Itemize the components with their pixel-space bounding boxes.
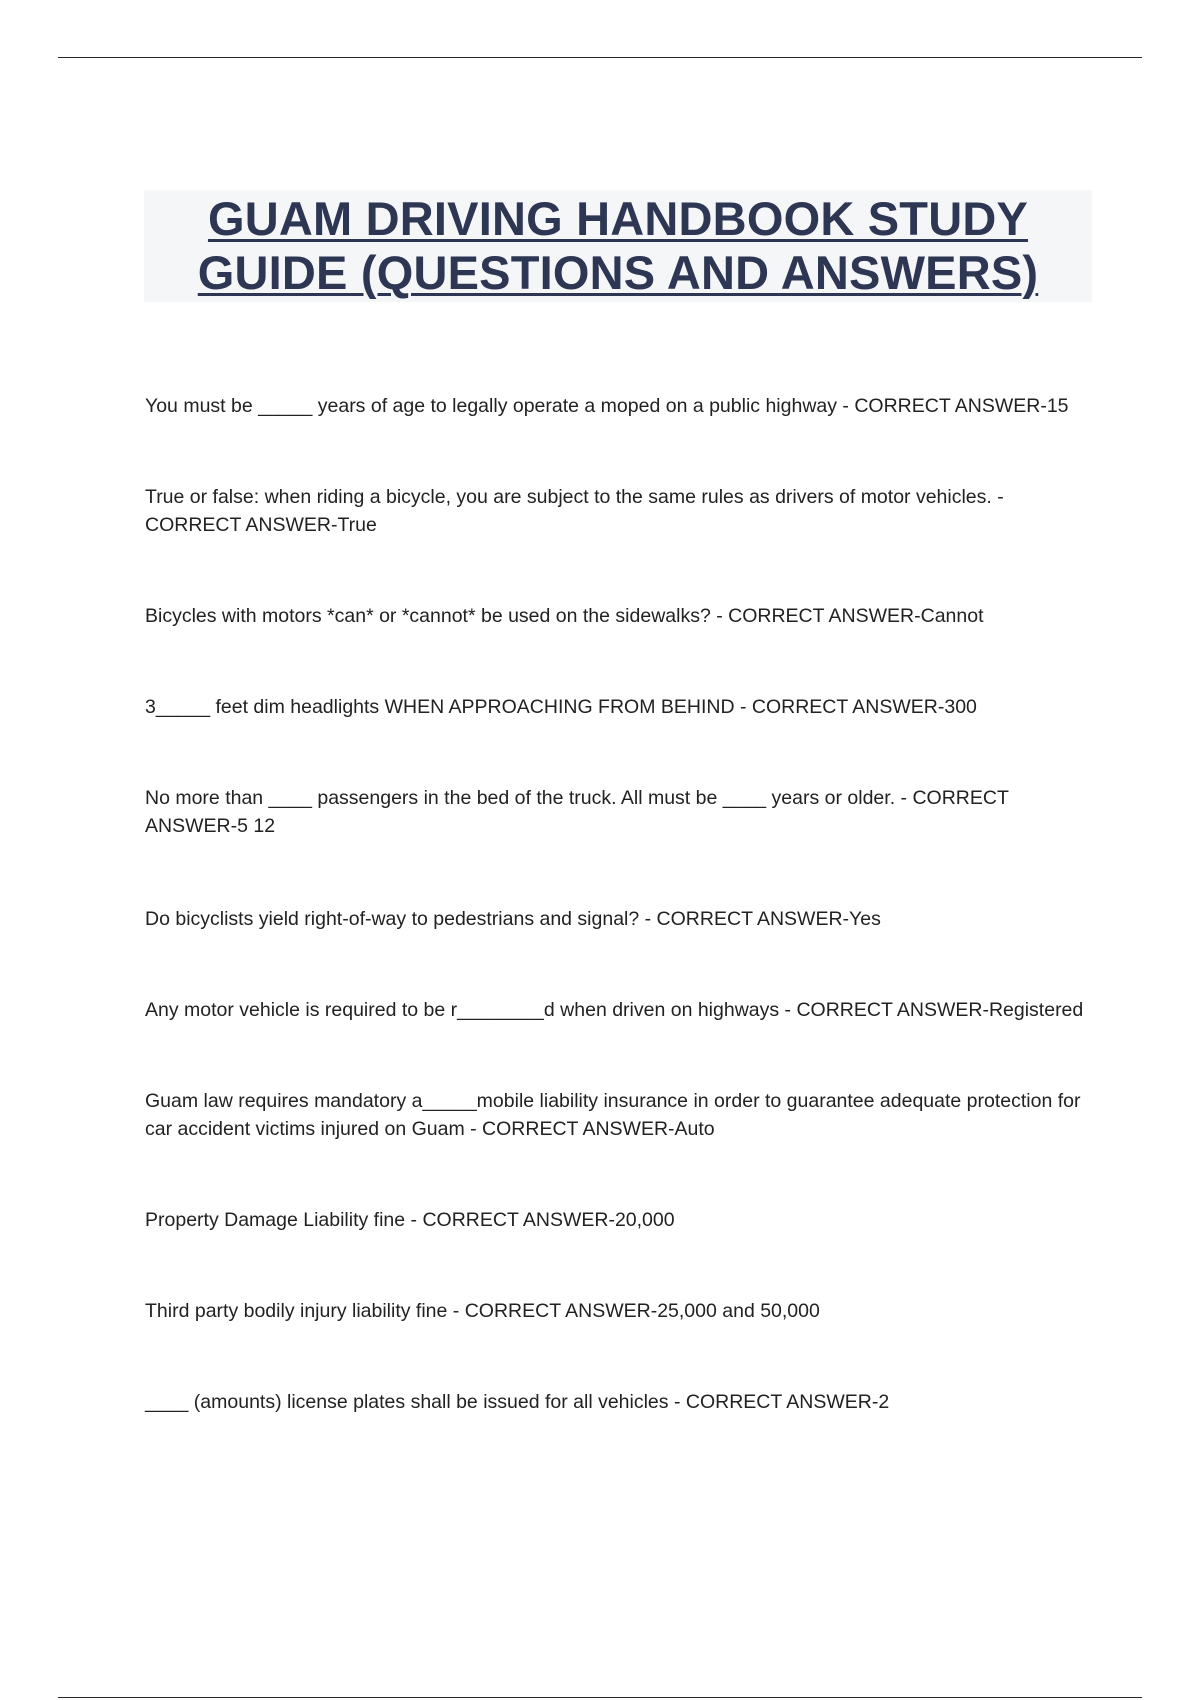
document-title-banner [144,190,1092,302]
qa-item-6: Do bicyclists yield right-of-way to pedestrians and signal? - CORRECT ANSWER-Yes [145,908,881,930]
qa-item-10: Third party bodily injury liability fine - CORRECT ANSWER-25,000 and 50,000 [145,1300,820,1322]
qa-item-7: Any motor vehicle is required to be r________d when driven on highways - CORRECT ANSWER-Registered [145,999,1084,1021]
qa-item-3: Bicycles with motors *can* or *cannot* be used on the sidewalks? - CORRECT ANSWER-Cannot [145,605,984,627]
qa-item-9: Property Damage Liability fine - CORRECT ANSWER-20,000 [145,1209,675,1231]
qa-item-8: Guam law requires mandatory a_____mobile liability insurance in order to guarantee adequate protection for car accident victims injured on Guam - CORRECT ANSWER-Auto [145,1090,1081,1140]
bottom-rule [58,1697,1142,1698]
qa-item-4: 3_____ feet dim headlights WHEN APPROACHING FROM BEHIND - CORRECT ANSWER-300 [145,696,977,718]
qa-item-5: No more than ____ passengers in the bed of the truck. All must be ____ years or older. - CORRECT ANSWER-5 12 [145,787,1009,837]
qa-item-1: You must be _____ years of age to legally operate a moped on a public highway - CORRECT ANSWER-15 [145,395,1069,417]
document-title-line-2: GUIDE (QUESTIONS AND ANSWERS) [197,246,1039,299]
qa-item-11: ____ (amounts) license plates shall be issued for all vehicles - CORRECT ANSWER-2 [145,1391,890,1413]
document-title-line-1: GUAM DRIVING HANDBOOK STUDY [207,192,1029,245]
qa-item-2: True or false: when riding a bicycle, you are subject to the same rules as drivers of motor vehicles. - CORRECT ANSWER-True [145,486,1004,536]
top-rule [58,57,1142,58]
